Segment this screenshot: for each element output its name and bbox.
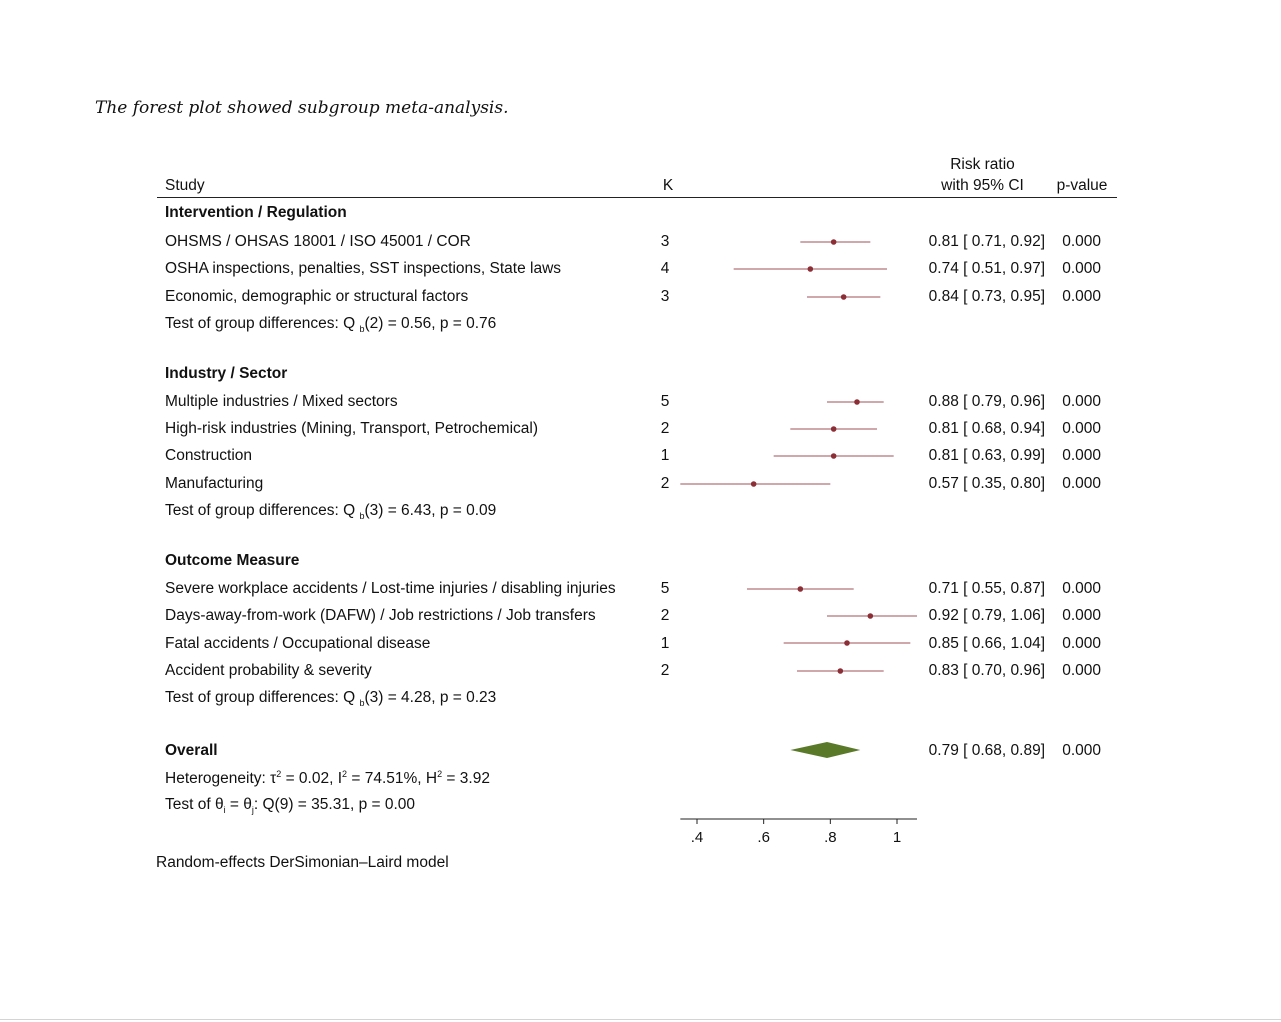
header-study: Study (165, 177, 205, 194)
study-name: Construction (165, 447, 253, 464)
het-tau-exp: 2 (276, 769, 282, 779)
group-test-sub: b (359, 511, 365, 522)
study-k: 2 (660, 662, 670, 679)
group-title: Intervention / Regulation (165, 204, 347, 221)
study-pvalue: 0.000 (1062, 635, 1101, 652)
study-pvalue: 0.000 (1062, 393, 1101, 410)
study-name: Accident probability & severity (165, 662, 372, 679)
study-name: Economic, demographic or structural factors (165, 288, 469, 305)
header-rr-line1: Risk ratio (950, 156, 1015, 173)
study-ci: 0.84 [ 0.73, 0.95] (928, 288, 1045, 305)
het-h-exp: 2 (437, 769, 443, 779)
theta-prefix: Test of θ (165, 796, 224, 813)
het-h-part: = 74.51%, H (347, 770, 438, 788)
group-title: Outcome Measure (165, 552, 300, 569)
point-estimate (808, 266, 814, 272)
het-prefix: Heterogeneity: τ (165, 770, 277, 788)
study-k: 2 (660, 420, 670, 437)
point-estimate (838, 668, 844, 674)
theta-rest: : Q(9) = 35.31, p = 0.00 (253, 796, 416, 813)
study-k: 2 (660, 475, 670, 492)
point-estimate (831, 453, 837, 459)
header-rr-line2: with 95% CI (941, 177, 1024, 194)
point-estimate (831, 426, 837, 432)
x-tick-label: .4 (690, 829, 704, 846)
study-k: 5 (660, 393, 670, 410)
study-pvalue: 0.000 (1062, 233, 1101, 250)
figure-caption: The forest plot showed subgroup meta-analysis. (95, 98, 509, 118)
point-estimate (844, 640, 850, 646)
study-k: 3 (660, 233, 670, 250)
group-test-sub: b (359, 698, 365, 709)
study-ci: 0.92 [ 0.79, 1.06] (928, 607, 1045, 624)
header-pvalue: p-value (1056, 177, 1108, 194)
group-test-rest: (3) = 4.28, p = 0.23 (364, 689, 497, 706)
overall-pvalue: 0.000 (1062, 742, 1101, 759)
overall-ci: 0.79 [ 0.68, 0.89] (928, 742, 1045, 759)
study-k: 3 (660, 288, 670, 305)
header-k: K (662, 177, 674, 194)
study-name: High-risk industries (Mining, Transport, Petrochemical) (165, 420, 538, 437)
point-estimate (751, 481, 757, 487)
study-ci: 0.81 [ 0.68, 0.94] (928, 420, 1045, 437)
study-k: 1 (660, 635, 670, 652)
study-k: 4 (660, 260, 670, 277)
point-estimate (841, 294, 847, 300)
study-pvalue: 0.000 (1062, 475, 1101, 492)
study-name: OSHA inspections, penalties, SST inspections, State laws (165, 260, 562, 277)
overall-label: Overall (165, 742, 218, 759)
study-pvalue: 0.000 (1062, 260, 1101, 277)
point-estimate (868, 613, 874, 619)
group-test-rest: (2) = 0.56, p = 0.76 (364, 315, 497, 332)
study-name: Multiple industries / Mixed sectors (165, 393, 398, 410)
study-name: Days-away-from-work (DAFW) / Job restrictions / Job transfers (165, 607, 596, 624)
study-name: Manufacturing (165, 475, 264, 492)
study-name: OHSMS / OHSAS 18001 / ISO 45001 / COR (165, 233, 471, 250)
point-estimate (831, 239, 837, 245)
overall-diamond (790, 742, 860, 758)
study-ci: 0.81 [ 0.63, 0.99] (928, 447, 1045, 464)
point-estimate (798, 586, 804, 592)
study-name: Fatal accidents / Occupational disease (165, 635, 431, 652)
model-note: Random-effects DerSimonian–Laird model (156, 854, 449, 871)
study-pvalue: 0.000 (1062, 420, 1101, 437)
study-ci: 0.83 [ 0.70, 0.96] (928, 662, 1045, 679)
study-name: Severe workplace accidents / Lost-time injuries / disabling injuries (165, 580, 616, 597)
group-test-prefix: Test of group differences: Q (165, 315, 356, 332)
study-ci: 0.85 [ 0.66, 1.04] (928, 635, 1045, 652)
het-i-part: = 0.02, I (281, 770, 343, 788)
het-i-exp: 2 (342, 769, 348, 779)
study-pvalue: 0.000 (1062, 662, 1101, 679)
group-title: Industry / Sector (165, 365, 288, 382)
study-ci: 0.81 [ 0.71, 0.92] (928, 233, 1045, 250)
study-k: 5 (660, 580, 670, 597)
study-ci: 0.57 [ 0.35, 0.80] (928, 475, 1045, 492)
group-test-prefix: Test of group differences: Q (165, 502, 356, 519)
study-ci: 0.74 [ 0.51, 0.97] (928, 260, 1045, 277)
theta-mid: = θ (225, 796, 252, 813)
theta-sub-j: j (251, 805, 254, 816)
study-pvalue: 0.000 (1062, 580, 1101, 597)
group-test-rest: (3) = 6.43, p = 0.09 (364, 502, 497, 519)
study-pvalue: 0.000 (1062, 447, 1101, 464)
study-pvalue: 0.000 (1062, 288, 1101, 305)
het-end: = 3.92 (442, 770, 490, 788)
theta-sub-i: i (223, 805, 226, 816)
study-k: 1 (660, 447, 670, 464)
point-estimate (854, 399, 860, 405)
group-test-prefix: Test of group differences: Q (165, 689, 356, 706)
study-pvalue: 0.000 (1062, 607, 1101, 624)
study-ci: 0.71 [ 0.55, 0.87] (928, 580, 1045, 597)
x-tick-label: .8 (824, 829, 837, 846)
study-k: 2 (660, 607, 670, 624)
study-ci: 0.88 [ 0.79, 0.96] (928, 393, 1045, 410)
x-tick-label: 1 (892, 829, 902, 846)
group-test-sub: b (359, 324, 365, 335)
x-tick-label: .6 (757, 829, 770, 846)
